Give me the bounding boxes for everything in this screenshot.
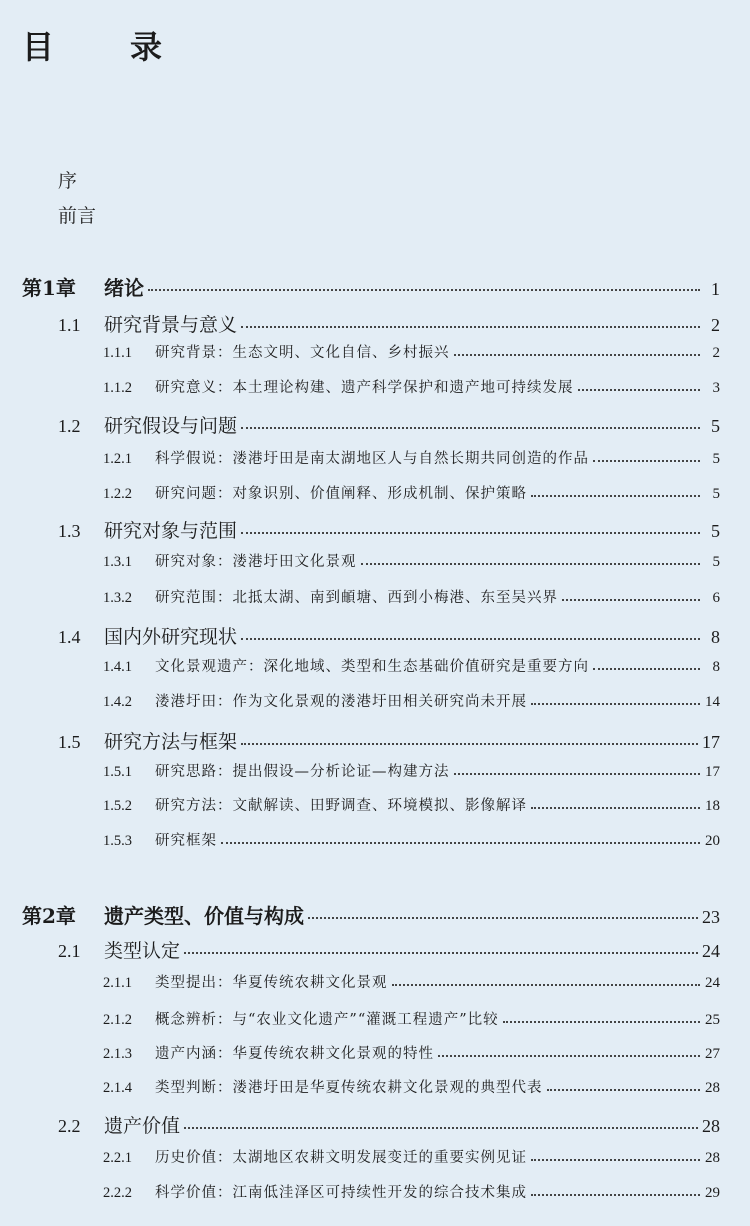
sub-entry[interactable]	[103, 341, 720, 362]
chapter-entry[interactable]	[22, 900, 720, 929]
sub-page: 29	[705, 1185, 720, 1201]
section-page: 2	[711, 315, 720, 335]
front-matter-preface[interactable]: 序	[58, 170, 78, 192]
sub-leader-dots	[221, 842, 700, 844]
section-num: 1.4	[58, 627, 81, 647]
sub-entry[interactable]	[103, 655, 720, 676]
sub-title: 研究范围：北抵太湖、南到頔塘、西到小梅港、东至吴兴界	[155, 590, 558, 606]
section-page: 17	[702, 732, 720, 752]
section-page: 8	[711, 627, 720, 647]
chapter-entry[interactable]	[22, 272, 720, 301]
sub-leader-dots	[531, 703, 700, 705]
sub-title: 研究对象：溇港圩田文化景观	[155, 554, 357, 570]
section-title: 遗产价值	[104, 1115, 181, 1137]
sub-num: 1.4.1	[103, 659, 132, 675]
sub-page: 6	[712, 590, 720, 606]
sub-num: 1.5.3	[103, 833, 132, 849]
section-entry[interactable]	[58, 727, 720, 754]
chapter-title: 遗产类型、价值与构成	[104, 904, 304, 928]
sub-title: 类型判断：溇港圩田是华夏传统农耕文化景观的典型代表	[155, 1080, 543, 1096]
section-title: 类型认定	[104, 940, 181, 962]
section-leader-dots	[241, 638, 700, 640]
sub-num: 1.5.1	[103, 764, 132, 780]
chapter-num: 第1章	[22, 276, 76, 300]
sub-title: 研究方法：文献解读、田野调查、环境模拟、影像解译	[155, 798, 527, 814]
sub-title: 研究背景：生态文明、文化自信、乡村振兴	[155, 345, 450, 361]
sub-title: 研究意义：本土理论构建、遗产科学保护和遗产地可持续发展	[155, 380, 574, 396]
sub-num: 1.3.2	[103, 590, 132, 606]
sub-num: 2.1.4	[103, 1080, 132, 1096]
sub-entry[interactable]	[103, 447, 720, 468]
chapter-page: 1	[711, 279, 720, 299]
sub-num: 2.2.1	[103, 1150, 132, 1166]
section-entry[interactable]	[58, 516, 720, 543]
sub-entry[interactable]	[103, 550, 720, 571]
sub-entry[interactable]	[103, 829, 720, 850]
sub-page: 14	[705, 694, 720, 710]
sub-entry[interactable]	[103, 586, 720, 607]
sub-num: 1.2.2	[103, 486, 132, 502]
sub-entry[interactable]	[103, 760, 720, 781]
sub-num: 2.2.2	[103, 1185, 132, 1201]
sub-num: 1.1.2	[103, 380, 132, 396]
section-page: 24	[702, 941, 720, 961]
sub-title: 科学假说：溇港圩田是南太湖地区人与自然长期共同创造的作品	[155, 451, 589, 467]
section-entry[interactable]	[58, 411, 720, 438]
sub-page: 24	[705, 975, 720, 991]
chapter-title: 绪论	[104, 276, 144, 300]
sub-title: 研究思路：提出假设—分析论证—构建方法	[155, 764, 450, 780]
sub-leader-dots	[438, 1055, 700, 1057]
section-num: 1.3	[58, 521, 81, 541]
sub-num: 1.5.2	[103, 798, 132, 814]
section-entry[interactable]	[58, 1111, 720, 1138]
sub-leader-dots	[503, 1021, 700, 1023]
sub-entry[interactable]	[103, 794, 720, 815]
sub-leader-dots	[531, 495, 700, 497]
chapter-leader-dots	[148, 289, 700, 291]
sub-page: 3	[712, 380, 720, 396]
sub-title: 溇港圩田：作为文化景观的溇港圩田相关研究尚未开展	[155, 694, 527, 710]
section-leader-dots	[241, 427, 700, 429]
section-title: 国内外研究现状	[104, 626, 238, 648]
sub-num: 2.1.1	[103, 975, 132, 991]
sub-num: 1.2.1	[103, 451, 132, 467]
section-leader-dots	[184, 952, 698, 954]
sub-leader-dots	[593, 668, 700, 670]
section-title: 研究假设与问题	[104, 415, 238, 437]
section-title: 研究背景与意义	[104, 314, 238, 336]
sub-title: 文化景观遗产：深化地域、类型和生态基础价值研究是重要方向	[155, 659, 589, 675]
section-title: 研究方法与框架	[104, 731, 238, 753]
sub-num: 2.1.3	[103, 1046, 132, 1062]
sub-leader-dots	[454, 773, 701, 775]
chapter-leader-dots	[308, 917, 698, 919]
sub-title: 研究框架	[155, 833, 217, 849]
page-title: 目 录	[22, 28, 185, 66]
section-num: 1.2	[58, 416, 81, 436]
sub-entry[interactable]	[103, 376, 720, 397]
sub-num: 1.3.1	[103, 554, 132, 570]
section-num: 1.1	[58, 315, 81, 335]
sub-num: 1.1.1	[103, 345, 132, 361]
sub-page: 5	[712, 451, 720, 467]
sub-title: 遗产内涵：华夏传统农耕文化景观的特性	[155, 1046, 434, 1062]
sub-leader-dots	[531, 807, 700, 809]
sub-page: 17	[705, 764, 720, 780]
sub-entry[interactable]	[103, 1008, 720, 1029]
sub-page: 20	[705, 833, 720, 849]
section-leader-dots	[241, 743, 698, 745]
sub-page: 27	[705, 1046, 720, 1062]
sub-page: 2	[712, 345, 720, 361]
section-title: 研究对象与范围	[104, 520, 238, 542]
sub-title: 历史价值：太湖地区农耕文明发展变迁的重要实例见证	[155, 1150, 527, 1166]
chapter-num: 第2章	[22, 904, 76, 928]
section-num: 2.1	[58, 941, 81, 961]
sub-page: 28	[705, 1150, 720, 1166]
sub-entry[interactable]	[103, 971, 720, 992]
sub-leader-dots	[531, 1159, 700, 1161]
sub-leader-dots	[361, 563, 701, 565]
sub-entry[interactable]	[103, 482, 720, 503]
sub-leader-dots	[593, 460, 700, 462]
section-page: 5	[711, 416, 720, 436]
section-num: 1.5	[58, 732, 81, 752]
section-entry[interactable]	[58, 622, 720, 649]
section-entry[interactable]	[58, 936, 720, 963]
sub-title: 研究问题：对象识别、价值阐释、形成机制、保护策略	[155, 486, 527, 502]
chapter-page: 23	[702, 907, 720, 927]
sub-leader-dots	[562, 599, 700, 601]
sub-leader-dots	[578, 389, 701, 391]
sub-title: 类型提出：华夏传统农耕文化景观	[155, 975, 388, 991]
sub-title: 科学价值：江南低洼泽区可持续性开发的综合技术集成	[155, 1185, 527, 1201]
sub-title: 概念辨析：与“农业文化遗产”“灌溉工程遗产”比较	[155, 1012, 499, 1028]
sub-page: 8	[712, 659, 720, 675]
sub-entry[interactable]	[103, 1146, 720, 1167]
sub-entry[interactable]	[103, 1076, 720, 1097]
sub-leader-dots	[547, 1089, 701, 1091]
sub-page: 5	[712, 554, 720, 570]
section-leader-dots	[241, 532, 700, 534]
section-leader-dots	[184, 1127, 698, 1129]
section-entry[interactable]	[58, 310, 720, 337]
sub-entry[interactable]	[103, 690, 720, 711]
sub-num: 2.1.2	[103, 1012, 132, 1028]
sub-page: 25	[705, 1012, 720, 1028]
sub-entry[interactable]	[103, 1181, 720, 1202]
sub-leader-dots	[392, 984, 701, 986]
sub-num: 1.4.2	[103, 694, 132, 710]
section-page: 28	[702, 1116, 720, 1136]
sub-leader-dots	[454, 354, 701, 356]
section-num: 2.2	[58, 1116, 81, 1136]
sub-page: 5	[712, 486, 720, 502]
sub-page: 18	[705, 798, 720, 814]
sub-entry[interactable]	[103, 1042, 720, 1063]
sub-leader-dots	[531, 1194, 700, 1196]
section-page: 5	[711, 521, 720, 541]
front-matter-foreword[interactable]: 前言	[58, 205, 97, 227]
sub-page: 28	[705, 1080, 720, 1096]
section-leader-dots	[241, 326, 700, 328]
